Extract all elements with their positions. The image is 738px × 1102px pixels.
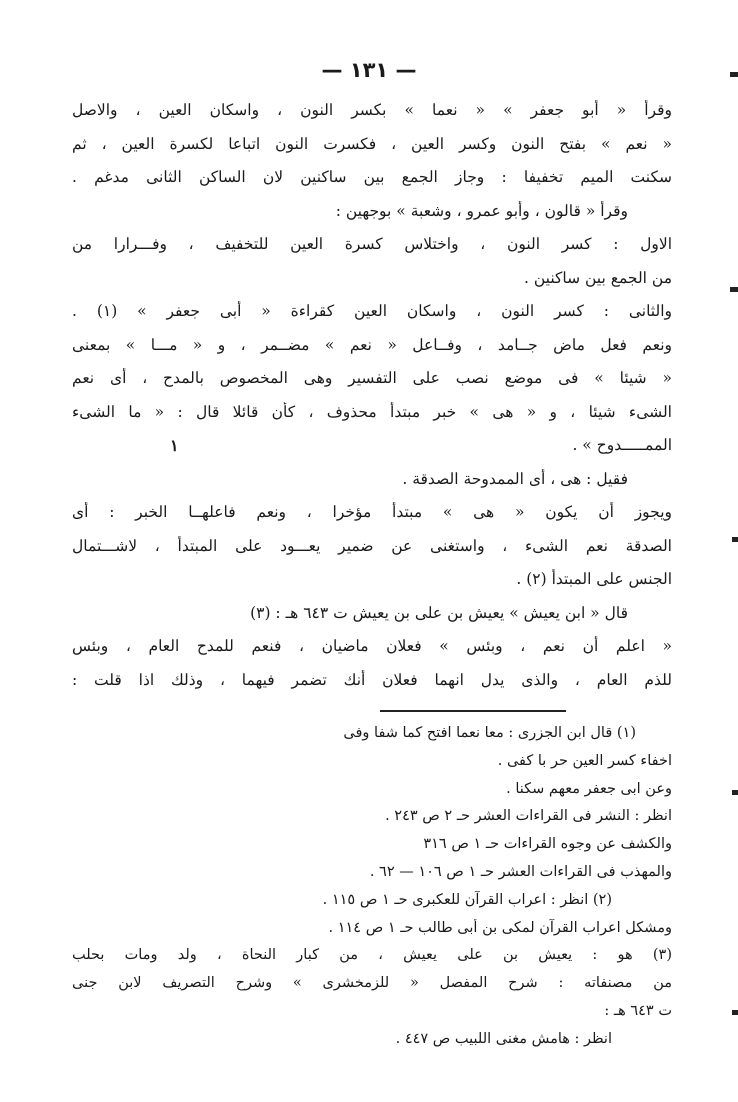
footnote-line: (٢) انظر : اعراب القرآن للعكبرى حـ ١ ص ١١٥ . <box>322 891 612 908</box>
footnote-line: والمهذب فى القراءات العشر حـ ١ ص ١٠٦ — ٦٢ . <box>369 863 672 880</box>
footnote-line: من مصنفاته : شرح المفصل « للزمخشرى » وشرح التصريف لابن جنى <box>72 975 672 992</box>
text-line: سكنت الميم تخفيفا : وجاز الجمع بين ساكنين لان الساكن الثانى مدغم . <box>72 168 672 186</box>
text-line: للذم العام ، والذى يدل انهما فعلان أنك تضمر فيهما ، وذلك اذا قلت : <box>72 670 672 689</box>
text-line: « اعلم أن نعم ، وبئس » فعلان ماضيان ، فنعم للمدح العام ، وبئس <box>72 637 672 655</box>
text-line: الصدقة نعم الشىء ، واستغنى عن ضمير يعـــود على المبتدأ ، لاشـــتمال <box>72 536 672 555</box>
main-text <box>72 100 672 703</box>
footnote-line: انظر : النشر فى القراءات العشر حـ ٢ ص ٢٤٣ . <box>385 808 672 825</box>
footnote-line: ت ٦٤٣ هـ : <box>604 1002 672 1019</box>
text-line: وقرأ « قالون ، وأبو عمرو ، وشعبة » بوجهين : <box>335 201 628 220</box>
footnote-line: انظر : هامش مغنى اللبيب ص ٤٤٧ . <box>395 1030 612 1047</box>
text-line: قال « ابن يعيش » يعيش بن على بن يعيش ت ٦٤٣ هـ : (٣) <box>250 603 628 622</box>
scan-mark <box>732 537 738 542</box>
footnotes <box>72 724 672 1058</box>
text-line: الممـــــدوح » . <box>572 436 672 454</box>
text-line: ونعم فعل ماض جــامد ، وفــاعل « نعم » مضــمر ، و « مـــا » بمعنى <box>72 335 672 354</box>
text-line: والثانى : كسر النون ، واسكان العين كقراءة « أبى جعفر » (١) . <box>72 302 672 320</box>
footnote-line: (١) قال ابن الجزرى : معا نعما افتح كما شفا وفى <box>343 725 636 741</box>
text-line: الجنس على المبتدأ (٢) . <box>516 570 672 588</box>
text-line: « شيئا » فى موضع نصب على التفسير وهى المخصوص بالمدح ، أى نعم <box>72 369 672 387</box>
footnote-line: ومشكل اعراب القرآن لمكى بن أبى طالب حـ ١ ص ١١٤ . <box>328 919 672 936</box>
scan-mark <box>732 790 738 795</box>
stray-mark: ١ <box>170 436 179 455</box>
text-line: الشىء شيئا ، و « هى » خبر مبتدأ محذوف ، كأن قائلا قال : « ما الشىء <box>72 402 672 421</box>
text-line: « نعم » بفتح النون وكسر العين ، فكسرت النون اتباعا لكسرة العين ، ثم <box>72 134 672 153</box>
scan-mark <box>730 287 738 292</box>
scan-mark <box>732 1010 738 1015</box>
text-line: الاول : كسر النون ، واختلاس كسرة العين للتخفيف ، وفـــرارا من <box>72 235 672 253</box>
footnote-line: اخفاء كسر العين حر با كفى . <box>497 752 672 769</box>
text-line: من الجمع بين ساكنين . <box>523 268 672 287</box>
footnote-line: والكشف عن وجوه القراءات حـ ١ ص ٣١٦ <box>423 836 672 853</box>
footnote-line: (٣) هو : يعيش بن على يعيش ، من كبار النحاة ، ولد ومات بحلب <box>72 947 672 964</box>
scan-mark <box>730 72 738 77</box>
text-line: فقيل : هى ، أى الممدوحة الصدقة . <box>402 469 628 488</box>
footnote-divider <box>380 710 566 712</box>
page-number: — ١٣١ — <box>321 58 417 82</box>
text-line: ويجوز أن يكون « هى » مبتدأ مؤخرا ، ونعم فاعلهــا الخبر : أى <box>72 503 672 521</box>
footnote-line: وعن ابى جعفر معهم سكنا . <box>506 780 672 797</box>
text-line: وقرأ « أبو جعفر » « نعما » بكسر النون ، واسكان العين ، والاصل <box>72 101 672 119</box>
